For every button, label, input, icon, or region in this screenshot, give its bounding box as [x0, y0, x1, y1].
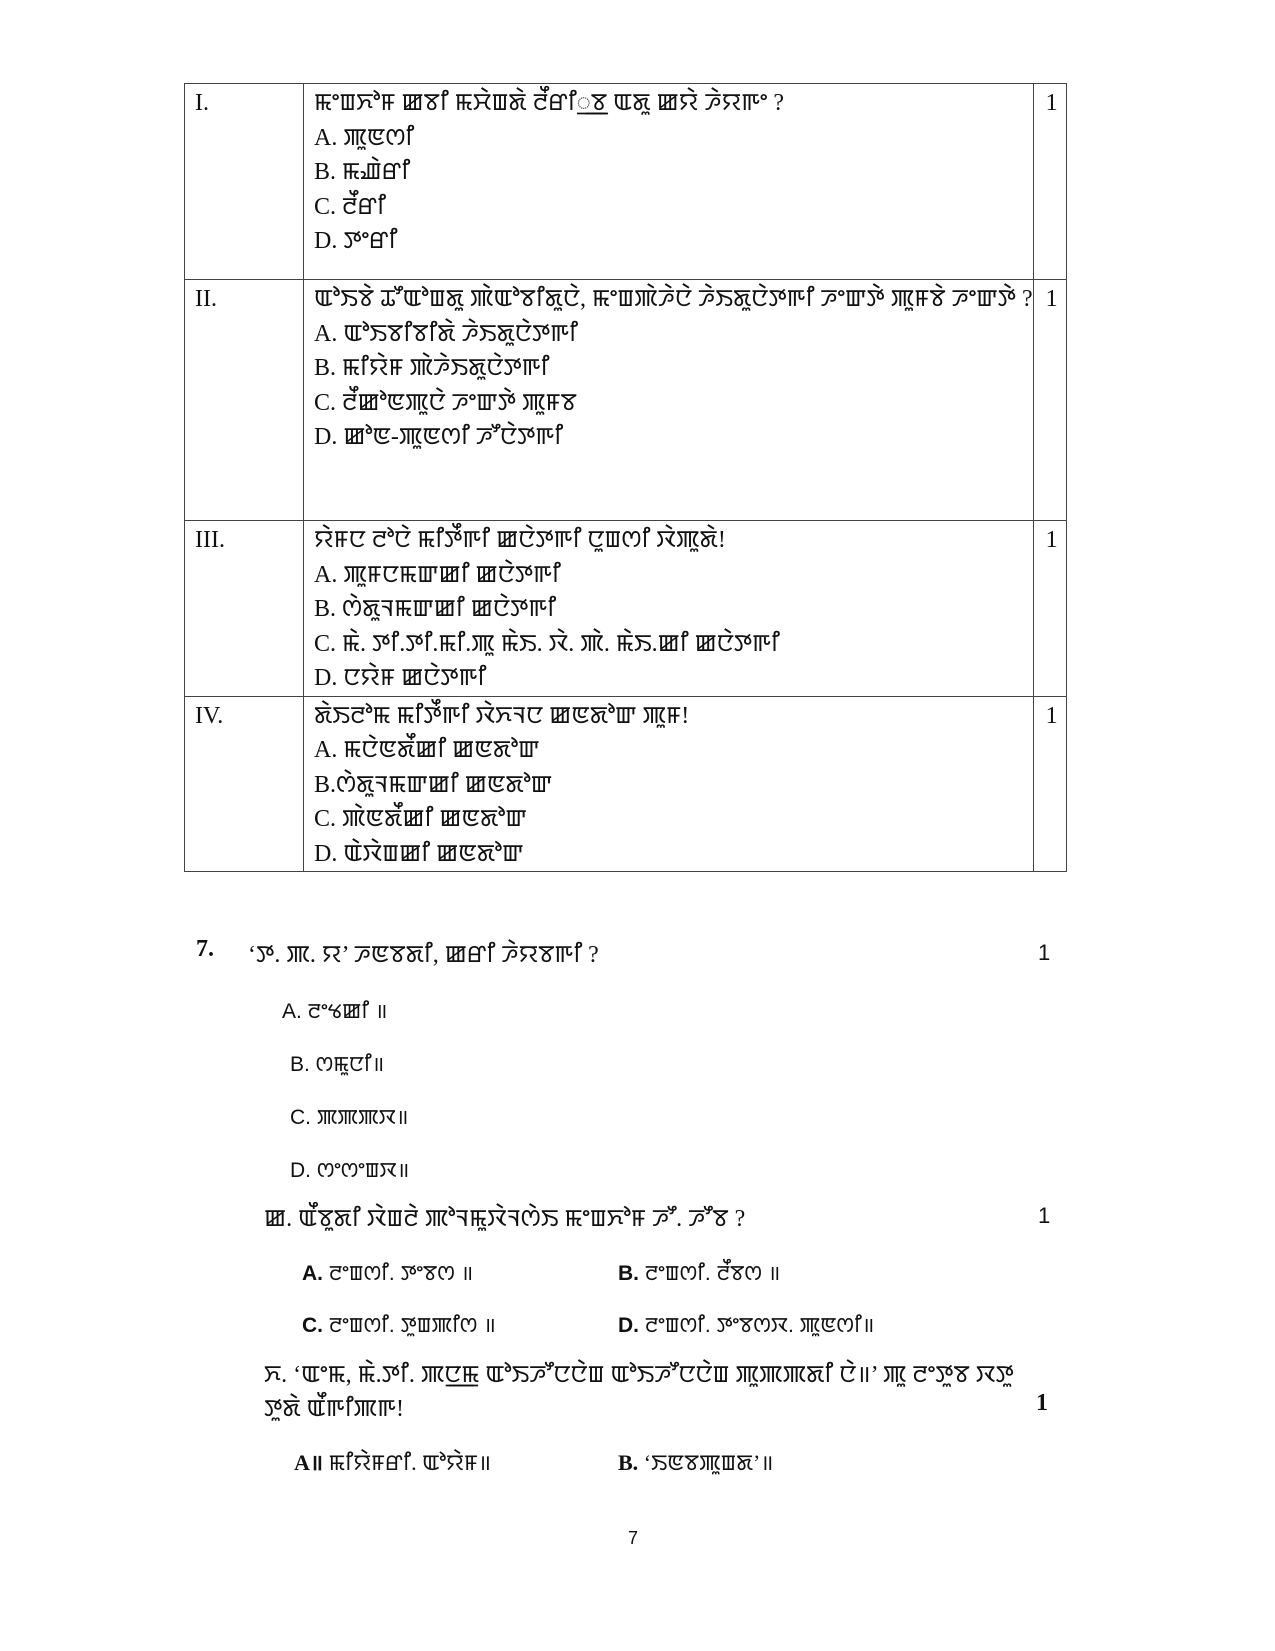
mark-cell: 1: [1033, 521, 1066, 697]
question-cell: [304, 696, 1034, 872]
option-label: B.: [618, 1262, 639, 1285]
row-number: I.: [185, 84, 304, 280]
option-label: D.: [618, 1314, 639, 1337]
question-cell: [304, 521, 1034, 697]
question-text: ꯗꯥꯏꯂꯣꯃ ꯃꯤꯇꯩꯒꯤ ꯋꯥꯈꯜꯅ ꯀꯟꯗꯣꯛ ꯄꯨꯝ!: [314, 702, 690, 729]
option: A. ꯄꯨꯝꯅꯃꯛꯀꯤ ꯀꯅꯥꯇꯒꯤ: [314, 561, 561, 588]
question-8-option-d: [618, 1310, 874, 1339]
option: B.ꯁꯥꯗꯨꯜꯃꯛꯀꯤ ꯀꯟꯗꯣꯛ: [314, 771, 553, 798]
question-cell: [304, 84, 1034, 280]
option: C. ꯃꯥ. ꯇꯤ.ꯇꯤ.ꯃꯤ.ꯄꯨ ꯃꯥꯏ. ꯋꯥ. ꯄꯥ. ꯃꯥꯏ.ꯀꯤ ꯀꯅꯥꯇꯒꯤ: [314, 630, 780, 657]
question-8-option-a: [302, 1258, 473, 1287]
table-row: [185, 696, 1067, 872]
question-9-mark: 1: [1036, 1390, 1048, 1416]
question-cell: [304, 280, 1034, 521]
option: B. ꯃꯉꯥꯔꯤ: [314, 159, 411, 185]
option: D. ꯅꯌꯥꯝ ꯀꯅꯥꯇꯒꯤ: [314, 665, 487, 691]
row-number: IV.: [185, 696, 304, 872]
question-8-text: ꯀ. ꯑꯩꯕꯨꯗꯤ ꯋꯥꯡꯂꯥ ꯄꯣꯜꯃꯨꯋꯥꯜꯁꯥꯏ ꯃꯦꯡꯈꯣꯝ ꯍꯧ. ꯍꯧꯕ ?: [264, 1206, 746, 1232]
question-text: ꯃꯦꯡꯈꯣꯝ ꯀꯕꯤ ꯃꯆꯥꯡꯗꯥ ꯂꯩꯔꯤ꯭ꯕ ꯑꯗꯨ ꯀꯌꯥ ꯍꯥꯌꯒꯦ ?: [314, 90, 785, 116]
option-text: ꯂꯦꯡꯁꯤ. ꯇꯦꯕꯁꯋ. ꯄꯨꯟꯁꯤ॥: [644, 1314, 875, 1337]
mark-cell: 1: [1033, 84, 1066, 280]
question-9-text-line2: ꯇꯨꯗꯥ ꯑꯩꯒꯤꯄꯒ!: [264, 1396, 404, 1422]
question-7-number: 7.: [196, 936, 214, 962]
mark-cell: 1: [1033, 280, 1066, 521]
option: D. ꯇꯦꯔꯤ: [314, 228, 398, 254]
question-text: ꯑꯣꯏꯕꯥ ꯊꯧꯑꯣꯡꯗꯨ ꯄꯥꯑꯣꯕꯤꯗꯨꯅꯥ, ꯃꯦꯡꯄꯥꯍꯥꯅꯥ ꯍꯥꯏꯗꯨꯅꯥꯇꯒꯤ ꯍꯦꯛꯇꯥ ꯄꯨꯝꯕꯥ ꯍꯦꯛꯇꯥ ?: [314, 286, 1033, 312]
option: A. ꯑꯣꯏꯕꯤꯕꯤꯗꯥ ꯍꯥꯏꯗꯨꯅꯥꯇꯒꯤ: [314, 320, 578, 347]
question-9-option-a: [294, 1447, 491, 1478]
table-row: [185, 280, 1067, 521]
option: A. ꯃꯅꯥꯟꯗꯩꯀꯤ ꯀꯟꯗꯣꯛ: [314, 737, 540, 763]
question-7-option-b: B. ꯁꯃꯨꯅꯤ॥: [290, 1053, 385, 1076]
option-label: A॥: [294, 1450, 324, 1475]
option-text: ꯂꯦꯡꯁꯤ. ꯇꯦꯕꯁ ॥: [328, 1262, 474, 1285]
option: D. ꯀꯣꯟ-ꯄꯨꯟꯁꯤ ꯍꯧꯅꯥꯇꯒꯤ: [314, 424, 564, 450]
question-9-text-line1: ꯈ. ‘ꯑꯦꯃ, ꯃꯥ.ꯇꯤ. ꯄꯅ꯭ꯃ ꯑꯣꯏꯍꯧꯅꯅꯥꯡ ꯑꯣꯏꯍꯧꯅꯅꯥꯡ ꯄꯨꯄꯄꯗꯤ ꯅꯥ॥’ ꯄꯨ ꯂꯦꯇꯨꯕ ꯋꯇꯨ: [264, 1362, 1014, 1388]
questions-table: [184, 83, 1067, 872]
option-label: A.: [302, 1262, 323, 1285]
option-text: ꯂꯦꯡꯁꯤ. ꯂꯩꯕꯁ ॥: [644, 1262, 781, 1285]
mark-cell: 1: [1033, 696, 1066, 872]
option: C. ꯂꯩꯀꯣꯟꯄꯨꯅꯥ ꯍꯦꯛꯇꯥ ꯄꯨꯝꯕ: [314, 389, 577, 416]
option: C. ꯂꯩꯔꯤ: [314, 193, 386, 220]
row-number: III.: [185, 521, 304, 697]
option: A. ꯄꯨꯟꯁꯤ: [314, 124, 415, 151]
question-8-mark: 1: [1038, 1203, 1051, 1228]
option: C. ꯄꯥꯟꯗꯩꯀꯤ ꯀꯟꯗꯣꯛ: [314, 806, 527, 832]
question-7-text: ‘ꯇ. ꯄ. ꯌ’ ꯍꯟꯕꯗꯤ, ꯀꯔꯤ ꯍꯥꯌꯕꯒꯤ ?: [248, 942, 599, 968]
option-text: ꯃꯤꯌꯥꯝꯔꯤ. ꯑꯣꯌꯥꯝ॥: [328, 1450, 492, 1475]
question-8-option-b: [618, 1258, 780, 1287]
table-row: [185, 84, 1067, 280]
option-text: ꯂꯦꯡꯁꯤ. ꯇꯨꯡꯄꯤꯁ ॥: [328, 1314, 496, 1337]
question-7-mark: 1: [1038, 940, 1051, 965]
option: B. ꯁꯥꯗꯨꯜꯃꯛꯀꯤ ꯀꯅꯥꯇꯒꯤ: [314, 596, 557, 622]
question-text: ꯌꯥꯝꯅ ꯂꯣꯅꯥ ꯃꯤꯇꯩꯒꯤ ꯀꯅꯥꯇꯒꯤ ꯅꯨꯡꯁꯤ ꯋꯥꯄꯨꯗꯥ!: [314, 527, 726, 553]
question-7-option-a: A. ꯂꯦꯠꯀꯤ ॥: [282, 1000, 388, 1023]
option-label: C.: [302, 1314, 323, 1337]
option-text: ‘ꯏꯟꯕꯄꯨꯡꯗ’॥: [643, 1450, 774, 1475]
table-row: [185, 521, 1067, 697]
question-9-option-b: [618, 1447, 774, 1478]
option: B. ꯃꯤꯌꯥꯝ ꯄꯥꯍꯥꯏꯗꯨꯅꯥꯇꯒꯤ: [314, 355, 550, 381]
option: D. ꯑꯥꯋꯥꯡꯀꯤ ꯀꯟꯗꯣꯛ: [314, 840, 524, 867]
row-number: II.: [185, 280, 304, 521]
question-7-option-c: C. ꯄꯄꯄꯋ॥: [290, 1106, 409, 1129]
page-number: 7: [628, 1528, 639, 1548]
option-label: B.: [618, 1450, 639, 1475]
question-7-option-d: D. ꯁꯦꯁꯦꯡꯋ॥: [290, 1159, 410, 1182]
question-8-option-c: [302, 1310, 496, 1339]
